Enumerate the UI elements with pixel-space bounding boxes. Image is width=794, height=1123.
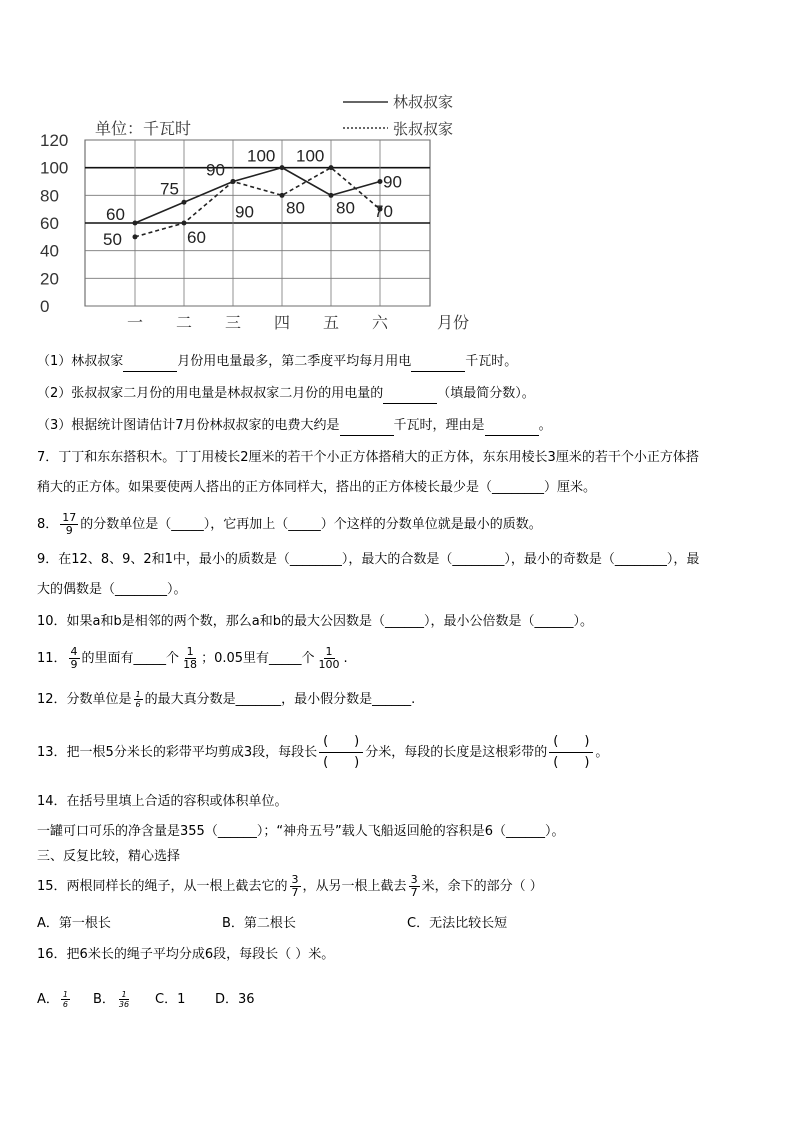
q16-a-fraction [61,990,70,1009]
q6-p1-a: （1）林叔叔家 [37,354,124,369]
q6-p3-blank2[interactable] [485,421,539,436]
q9-line2: 大的偶数是（________）。 [37,582,187,597]
q16-a-den: 6 [62,1000,68,1009]
q11-f3-den: 100 [318,658,340,671]
q13-blank-fraction2[interactable] [549,732,593,773]
q15-fraction1 [290,874,301,899]
q13-pf2-num: ( ) [549,732,593,753]
q15-f1-den: 7 [291,886,299,899]
q6-p1-blank2[interactable] [411,357,465,372]
q15-pre: 15．两根同样长的绳子，从一根上截去它的 [37,879,288,894]
q12-text: 的最大真分数是_______，最小假分数是______. [144,692,416,707]
q16-b-den: 36 [118,1000,130,1009]
q8-fraction [60,512,78,537]
q11-f2-num: 1 [186,645,194,658]
chart-data-labels [103,147,402,249]
q8 [37,512,542,537]
legend-label-lin: 林叔叔家 [393,94,454,111]
series-1-point-5 [329,165,334,170]
q15-option-a[interactable]: A．第一根长 [37,916,111,931]
q11-fraction3 [317,646,342,671]
q16-b-num: 1 [121,990,127,999]
q6-p1-c: 千瓦时。 [465,354,518,369]
label-1-1: 50 [103,229,122,249]
label-0-4: 100 [247,146,276,166]
q15-fraction2 [409,874,420,899]
q16-b-fraction [117,990,131,1009]
q13-pf1-den: ( ) [323,755,360,770]
label-1-5: 100 [296,146,325,166]
series-0-point-1 [133,221,138,226]
series-1-point-1 [133,234,138,239]
x-tick-2: 二 [175,313,193,332]
y-tick-0: 0 [40,297,50,316]
q15-mid: ，从另一根上截去 [302,879,407,894]
q16-a-label: A． [37,992,59,1007]
y-tick-80: 80 [40,186,59,206]
label-0-1: 60 [106,205,125,224]
q10: 10．如果a和b是相邻的两个数，那么a和b的最大公因数是（______），最小公倍数是（______）。 [37,614,593,629]
q6-p3-b: 千瓦时，理由是 [393,418,485,433]
q13-pf1-num: ( ) [319,732,363,753]
q15-f2-num: 3 [410,873,418,886]
x-tick-6: 六 [371,313,389,332]
q13-pf2-den: ( ) [553,755,590,770]
label-0-6: 90 [383,172,402,192]
q6-p3-a: （3）根据统计图请估计7月份林叔叔家的电费大约是 [37,418,340,433]
q11-mid1: 的里面有_____个 [81,651,180,666]
q9-line1: 9．在12、8、9、2和1中，最小的质数是（________），最大的合数是（________），最小的奇数是（________），最 [37,552,700,567]
q11-fraction2 [181,646,199,671]
q15 [37,874,543,899]
x-tick-4: 四 [273,313,291,332]
label-1-3: 90 [235,202,254,222]
x-tick-5: 五 [322,313,340,332]
q7-line1: 7．丁丁和东东搭积木。丁丁用棱长2厘米的若干个小正方体搭稍大的正方体，东东用棱长3厘米的若干个小正方体搭 [37,450,699,465]
q12-pre: 12．分数单位是 [37,692,132,707]
label-0-2: 75 [160,179,179,199]
q15-f2-den: 7 [410,886,418,899]
q11-fraction1 [69,646,80,671]
chart-legend [343,94,453,138]
q8-text: 的分数单位是（_____），它再加上（_____）个这样的分数单位就是最小的质数。 [80,517,542,532]
y-axis-ticks [40,131,68,316]
q16-option-d[interactable]: D．36 [215,992,255,1007]
q15-end: 米，余下的部分（ ） [421,879,543,894]
series-0-point-4 [280,165,285,170]
label-0-5: 80 [336,198,355,218]
y-tick-40: 40 [40,241,59,261]
q6-part3 [37,416,552,436]
q11 [37,646,348,671]
q13-pre: 13．把一根5分米长的彩带平均剪成3段，每段长 [37,745,318,760]
q6-part2 [37,384,535,404]
q11-f1-num: 4 [70,645,78,658]
q13-blank-fraction1[interactable] [319,732,363,773]
q6-part1 [37,352,517,372]
q6-p3-blank1[interactable] [340,421,394,436]
q16-a-num: 1 [62,990,68,999]
q15-f1-num: 3 [291,873,299,886]
q14-text: 一罐可口可乐的净含量是355（______）；“神舟五号”载人飞船返回舱的容积是6（______）。 [37,824,565,839]
q12-fraction [134,690,143,709]
q12 [37,690,415,710]
q15-options [37,914,507,934]
label-1-2: 60 [187,228,206,247]
y-tick-100: 100 [40,158,69,178]
q16-option-b[interactable] [93,990,155,1010]
q11-f3-num: 1 [325,645,333,658]
q8-frac-num: 17 [62,511,77,524]
q13-end: 。 [595,745,609,760]
x-tick-1: 一 [126,313,144,332]
series-0-point-6 [378,179,383,184]
y-tick-20: 20 [40,269,59,289]
series-1-point-4 [280,193,285,198]
q6-p1-blank1[interactable] [123,357,177,372]
x-axis-ticks [127,313,389,332]
q13-mid: 分米，每段的长度是这根彩带的 [365,745,548,760]
legend-label-zhang: 张叔叔家 [393,121,454,138]
y-tick-60: 60 [40,214,59,233]
series-0-point-2 [182,200,187,205]
q11-mid2: ；0.05里有_____个 [201,651,315,666]
q6-p2-b: （填最简分数）。 [437,386,535,401]
q13 [37,732,608,773]
q6-p1-b: 月份用电量最多，第二季度平均每月用电 [177,354,412,369]
q14-title: 14．在括号里填上合适的容积或体积单位。 [37,794,288,809]
q16-text: 16．把6米长的绳子平均分成6段，每段长（ ）米。 [37,947,335,962]
series-1-point-3 [231,179,236,184]
series-1-point-2 [182,221,187,226]
q8-frac-den: 9 [65,524,73,537]
line-chart [0,0,794,340]
series-0-point-5 [329,193,334,198]
q8-pre: 8． [37,517,59,532]
q12-frac-den: 6 [135,700,141,709]
q12-frac-num: 1 [135,690,141,699]
q16-options [37,990,255,1010]
q7-line2: 稍大的正方体。如果要使两人搭出的正方体同样大，搭出的正方体棱长最少是（________）厘米。 [37,480,597,495]
q15-option-c[interactable]: C．无法比较长短 [407,916,508,931]
label-1-6: 70 [374,202,393,222]
x-tick-3: 三 [224,313,242,332]
q11-end: . [343,651,348,666]
x-axis-label: 月份 [437,315,470,332]
y-tick-120: 120 [40,131,69,150]
q11-f1-den: 9 [70,658,78,671]
label-0-3: 90 [206,160,225,180]
q16-option-a[interactable] [37,990,93,1010]
chart-unit-label: 单位：千瓦时 [95,121,192,138]
section3-title: 三、反复比较，精心选择 [37,849,181,864]
q6-p2-a: （2）张叔叔家二月份的用电量是林叔叔家二月份的用电量的 [37,386,384,401]
q6-p2-blank[interactable] [383,389,437,404]
q6-p3-c: 。 [538,418,552,433]
q16-option-c[interactable]: C．1 [155,992,186,1007]
q11-pre: 11． [37,651,67,666]
q11-f2-den: 18 [183,658,198,671]
q16-b-label: B． [93,992,115,1007]
label-1-4: 80 [286,198,305,218]
q15-option-b[interactable]: B．第二根长 [222,916,296,931]
